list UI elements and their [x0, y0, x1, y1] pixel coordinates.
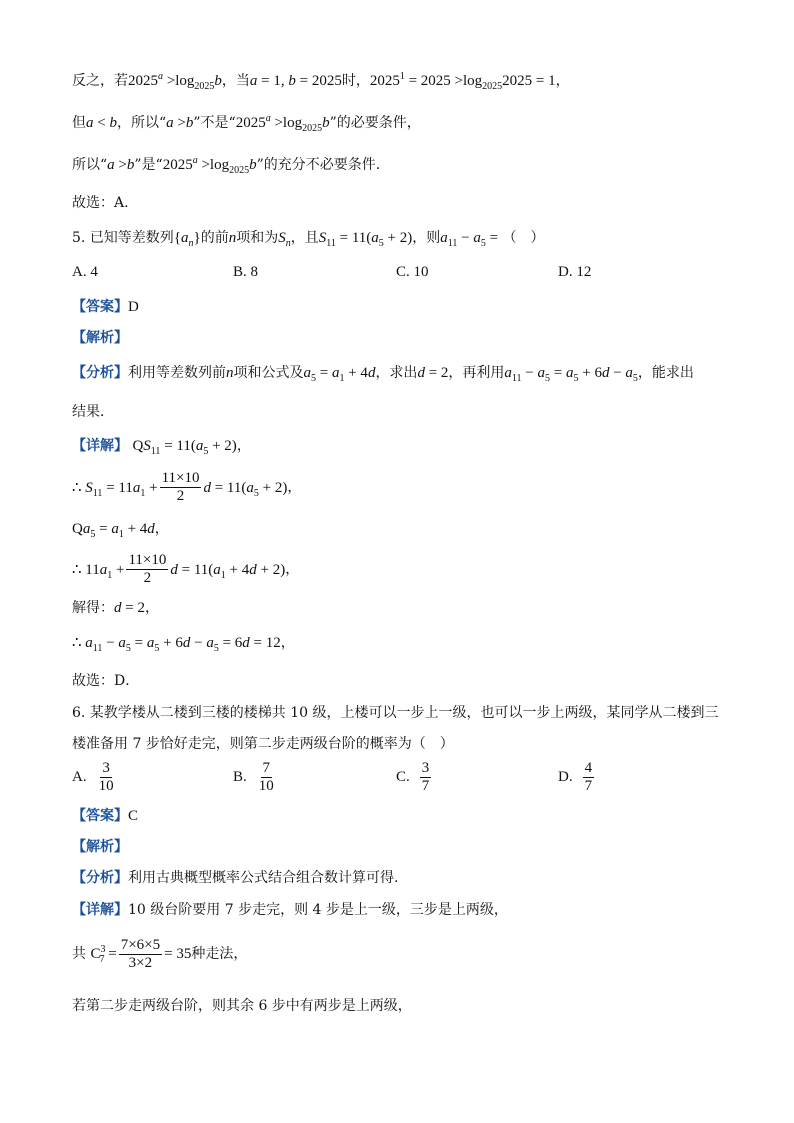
q5-detail-line-6: ∴ $a_{11} - a_5 = a_5 + 6d - a_5 = 6d = 12$，: [72, 635, 295, 654]
q5-option-b: B. 8: [233, 264, 259, 280]
q5-answer: 【答案】D: [72, 299, 139, 315]
question-6-stem-line-2: 楼准备用 7 步恰好走完，则第二步走两级台阶的概率为（ ）: [72, 736, 454, 752]
q5-detail-line-5: 解得：d = 2，: [72, 600, 159, 616]
q5-fenxi-line-2: 结果．: [72, 404, 114, 420]
q5-detail-line-3: $Qa_5 = a_1 + 4d$，: [72, 521, 169, 540]
reasoning-line-1: 反之，若$2025^a >\log_{2025}b$，当a = 1, b = 2025时，$2025^1 = 2025 >\log_{2025}2025 = 1$，: [72, 71, 570, 92]
q6-detail-line-2: 共 $C^3_7$ = $\frac{7\times 6\times 5}{3\times 2}$ = 35种走法，: [72, 936, 248, 971]
q6-option-b: B. $\frac{7}{10}$: [233, 760, 274, 794]
q5-analysis-heading: 【解析】: [72, 330, 128, 346]
q5-choice: 故选：D．: [72, 673, 140, 689]
q6-answer: 【答案】C: [72, 808, 139, 824]
q5-detail-line-2: ∴ $S_{11} = 11a_1$ + $\frac{11\times 10}{2}$ $d = 11(a_5 + 2)$，: [72, 470, 302, 504]
q5-option-c: C. 10: [396, 264, 429, 280]
reasoning-line-3: 所以“a >b”是“$2025^a >\log_{2025}b$”的充分不必要条件.: [72, 155, 381, 176]
q6-fenxi: 【分析】利用古典概型概率公式结合组合数计算可得.: [72, 870, 399, 886]
q6-option-c: C. $\frac{3}{7}$: [396, 760, 430, 794]
question-6-stem-line-1: 6. 某教学楼从二楼到三楼的楼梯共 10 级，上楼可以一步上一级，也可以一步上两级，某同学从二楼到三: [72, 705, 719, 721]
reasoning-line-2: 但a < b，所以“a >b”不是“$2025^a >\log_{2025}b$”的必要条件，: [72, 113, 421, 134]
q5-fenxi-line-1: 【分析】利用等差数列前n项和公式及$a_5 = a_1 + 4d$，求出d = 2，再利用$a_{11} - a_5 = a_5 + 6d - a_5$，能求出: [72, 365, 694, 384]
q6-analysis-heading: 【解析】: [72, 839, 128, 855]
q5-option-d: D. 12: [558, 264, 592, 280]
question-5-stem: 5. 已知等差数列$\{a_n\}$的前n项和为$S_n$，且$S_{11} = 11(a_5 + 2)$，则$a_{11} - a_5$ = （ ）: [72, 230, 545, 249]
q5-detail-line-4: ∴ $11a_1$ + $\frac{11\times 10}{2}$ $d = 11(a_1 + 4d + 2)$，: [72, 552, 300, 586]
q6-option-a: A. $\frac{3}{10}$: [72, 760, 114, 794]
q5-option-a: A. 4: [72, 264, 98, 280]
q5-detail-line-1: 【详解】 $QS_{11} = 11(a_5 + 2)$，: [72, 438, 251, 457]
choice-line: 故选：A.: [72, 195, 129, 211]
q6-option-d: D. $\frac{4}{7}$: [558, 760, 593, 794]
q6-detail-line-1: 【详解】10 级台阶要用 7 步走完，则 4 步是上一级，三步是上两级，: [72, 902, 508, 918]
q6-detail-line-3: 若第二步走两级台阶，则其余 6 步中有两步是上两级，: [72, 998, 412, 1014]
